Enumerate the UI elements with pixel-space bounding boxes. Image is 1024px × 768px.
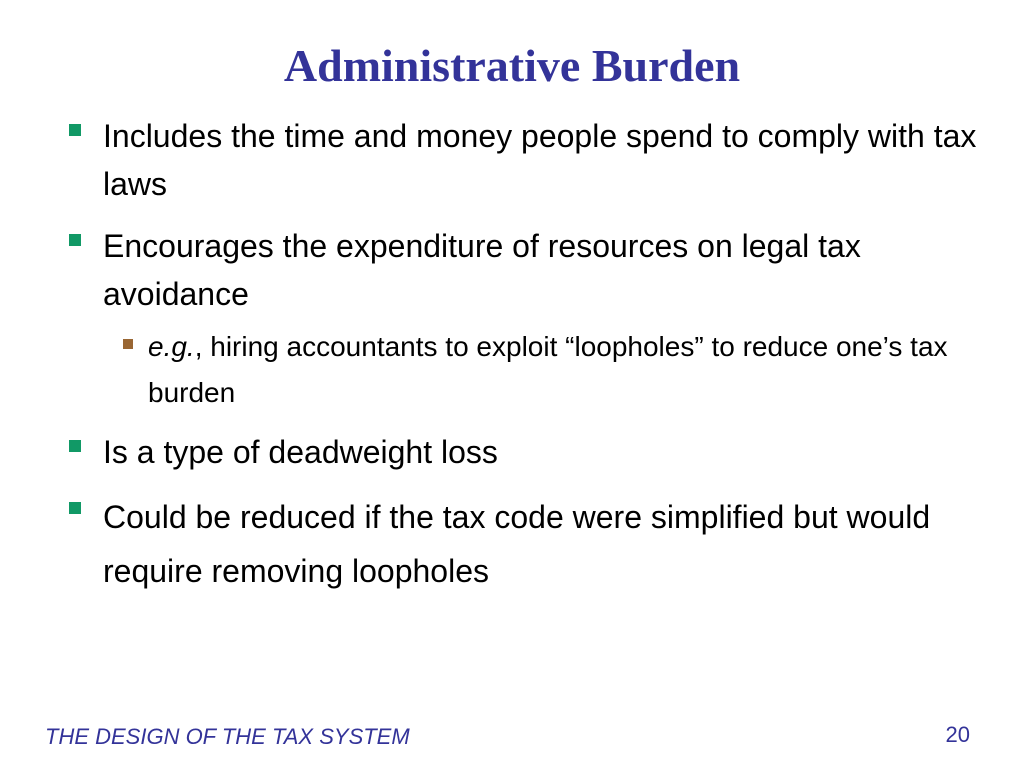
- slide-footer: THE DESIGN OF THE TAX SYSTEM: [45, 724, 410, 749]
- square-bullet-icon: [69, 440, 81, 452]
- bullet-item: [66, 112, 986, 208]
- sub-bullet-lead: e.g.: [148, 331, 195, 362]
- sub-bullet-text: , hiring accountants to exploit “loopholes” to reduce one’s tax burden: [148, 331, 948, 408]
- page-number: 20: [945, 722, 970, 747]
- slide-title: Administrative Burden: [283, 40, 741, 91]
- bullet-item: [66, 428, 986, 476]
- square-bullet-icon: [69, 234, 81, 246]
- square-bullet-icon: [69, 124, 81, 136]
- slide-content: [66, 112, 986, 612]
- bullet-item: [66, 490, 986, 598]
- bullet-text: Could be reduced if the tax code were simplified but would require removing loopholes: [103, 499, 931, 589]
- square-sub-bullet-icon: [123, 339, 133, 349]
- bullet-text: Encourages the expenditure of resources on legal tax avoidance: [103, 228, 861, 312]
- bullet-item: [66, 222, 986, 318]
- sub-bullet-item: [66, 324, 986, 416]
- bullet-text: Is a type of deadweight loss: [103, 434, 498, 470]
- square-bullet-icon: [69, 502, 81, 514]
- bullet-text: Includes the time and money people spend to comply with tax laws: [103, 118, 977, 202]
